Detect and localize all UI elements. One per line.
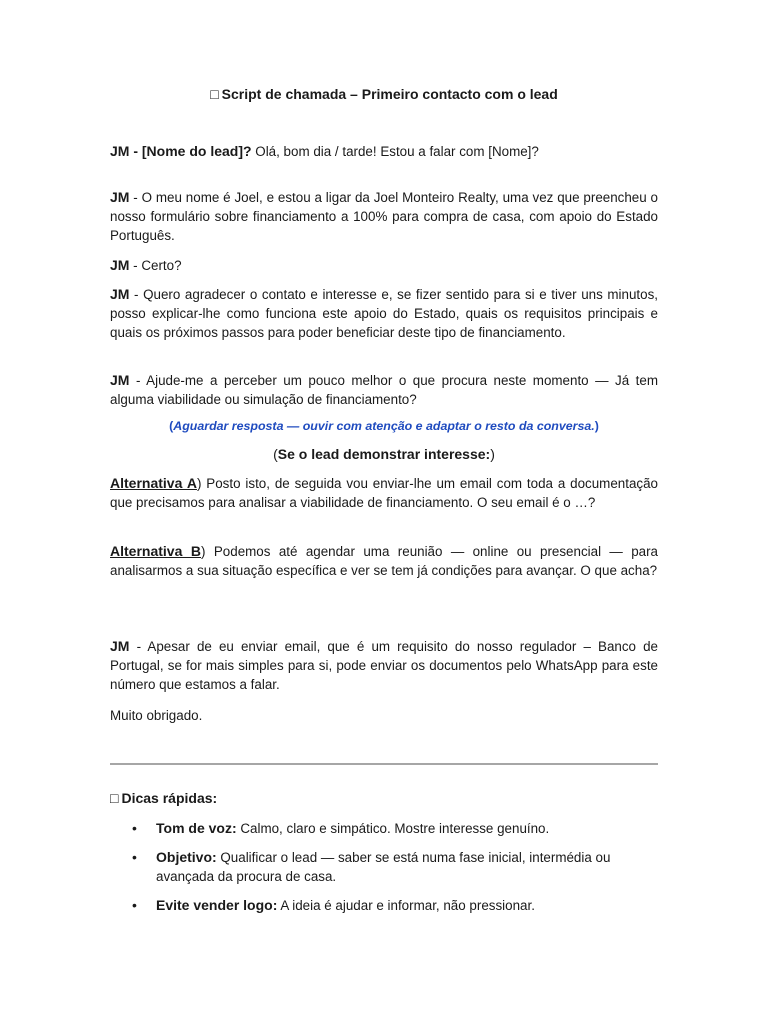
paragraph-text: Olá, bom dia / tarde! Estou a falar com [Nome]? [251, 144, 539, 159]
paragraph-text: - Certo? [129, 258, 182, 273]
alternative-a-label: Alternativa A [110, 475, 197, 491]
page-title [110, 86, 658, 102]
paragraph-intro [110, 188, 658, 246]
speaker-label: JM [110, 638, 130, 654]
paragraph-text: - O meu nome é Joel, e estou a ligar da Joel Monteiro Realty, uma vez que preencheu o nosso formulário sobre financiamento a 100% para compra de casa, com apoio do Estado Português. [110, 190, 658, 244]
paragraph-greeting [110, 142, 658, 161]
paragraph-thanks [110, 706, 658, 725]
instruction-note: (Aguardar resposta — ouvir com atenção e adaptar o resto da conversa.) [169, 419, 599, 433]
horizontal-divider [110, 763, 658, 765]
paragraph-text: ) Podemos até agendar uma reunião — online ou presencial — para analisarmos a sua situação específica e ver se tem já condições para avançar. O que acha? [110, 544, 659, 579]
paragraph-text: Muito obrigado. [110, 708, 203, 723]
paragraph-text: - Apesar de eu enviar email, que é um requisito do nosso regulador – Banco de Portugal, se for mais simples para si, pode enviar os documentos pelo WhatsApp para este número que estamos a falar. [110, 639, 658, 693]
list-item [110, 896, 658, 915]
tip-text: A ideia é ajudar e informar, não pressionar. [277, 898, 535, 913]
lightbulb-icon: □ [110, 790, 119, 806]
tip-label: Tom de voz: [156, 820, 237, 836]
bullet-icon: • [132, 849, 137, 865]
bullet-icon: • [132, 820, 137, 836]
section-subheading: (Se o lead demonstrar interesse:) [273, 446, 495, 462]
speaker-label: JM - [Nome do lead]? [110, 143, 252, 159]
note-text: Aguardar resposta — ouvir com atenção e adaptar o resto da conversa. [173, 419, 595, 433]
tip-text: Calmo, claro e simpático. Mostre interesse genuíno. [236, 821, 550, 836]
paragraph-alternative-a [110, 474, 658, 512]
paragraph-text: ) Posto isto, de seguida vou enviar-lhe um email com toda a documentação que precisamos para analisar a viabilidade de financiamento. O seu email é o …? [110, 476, 658, 511]
speaker-label: JM [110, 189, 130, 205]
paragraph-text: - Ajude-me a perceber um pouco melhor o que procura neste momento — Já tem alguma viabilidade ou simulação de financiamento? [110, 373, 658, 408]
speaker-label: JM [110, 286, 130, 302]
paragraph-alternative-b [110, 542, 658, 580]
tip-label: Objetivo: [156, 849, 217, 865]
list-item [110, 819, 658, 838]
paragraph-text: - Quero agradecer o contato e interesse e, se fizer sentido para si e tiver uns minutos, posso explicar-lhe como funciona este apoio do Estado, quais os requisitos principais e quais os próximos passos para poder beneficiar deste tipo de financiamento. [110, 287, 658, 341]
subheading-text: Se o lead demonstrar interesse: [277, 446, 491, 462]
tip-text: Qualificar o lead — saber se está numa fase inicial, intermédia ou avançada da procura de casa. [156, 850, 611, 884]
tips-heading-text: Dicas rápidas: [121, 790, 218, 806]
tips-heading [110, 790, 217, 806]
paragraph-whatsapp [110, 637, 658, 695]
tips-list [110, 819, 658, 925]
paragraph-question [110, 371, 658, 409]
speaker-label: JM [110, 257, 130, 273]
alternative-b-label: Alternativa B [110, 543, 202, 559]
paragraph-confirm [110, 256, 658, 275]
speaker-label: JM [110, 372, 130, 388]
tip-label: Evite vender logo: [156, 897, 278, 913]
list-item [110, 848, 658, 886]
paragraph-explain [110, 285, 658, 343]
phone-icon: □ [210, 86, 219, 102]
bullet-icon: • [132, 897, 137, 913]
title-text: Script de chamada – Primeiro contacto com o lead [221, 86, 558, 102]
